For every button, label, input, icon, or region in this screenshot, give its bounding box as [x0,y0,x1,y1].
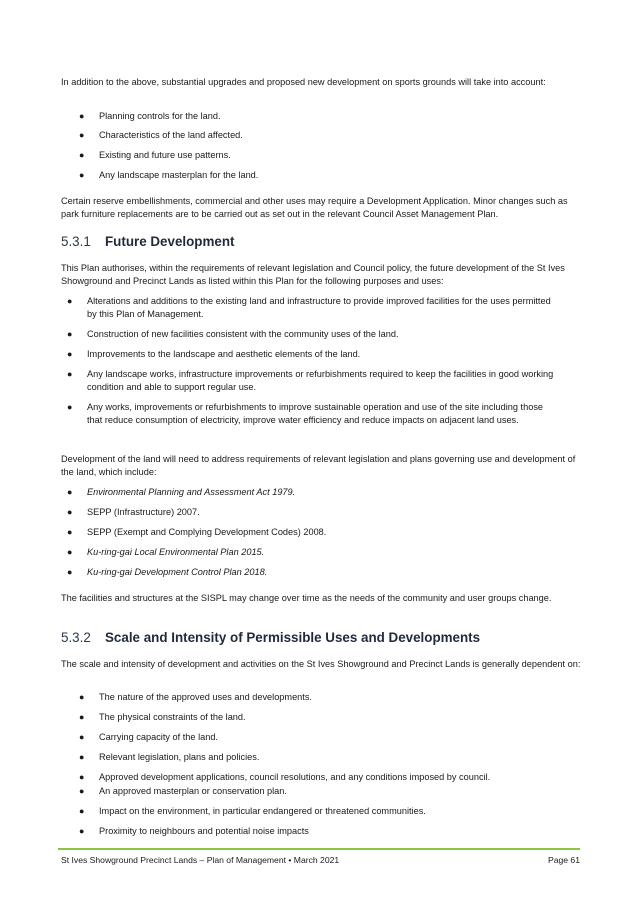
list-item: ● Alterations and additions to the existing land and infrastructure to provide improved facilities for the uses permitted by this Plan of Management. [67,296,551,319]
section-number: 5.3.2 [61,630,91,645]
section-heading-future-development [61,234,234,250]
list-item: ● Any landscape masterplan for the land. [79,170,259,180]
bullet-icon: ● [79,692,85,702]
list-item: ● SEPP (Infrastructure) 2007. [67,507,200,517]
list-item: ● Any works, improvements or refurbishments to improve sustainable operation and use of the site including those that reduce consumption of electricity, improve water efficiency and reduce impacts on adjacent land uses. [67,402,544,425]
future-development-intro: This Plan authorises, within the requirements of relevant legislation and Council policy, the future development of the St Ives Showground and Precinct Lands as listed within this Plan for the following purposes and uses: [61,263,565,286]
list-item: ● Relevant legislation, plans and policies. [79,752,260,762]
bullet-icon: ● [79,150,85,160]
bullet-icon: ● [79,111,85,121]
bullet-icon: ● [79,732,85,742]
page-number: Page 61 [547,855,580,865]
scale-intensity-intro: The scale and intensity of development and activities on the St Ives Showground and Precinct Lands is generally dependent on: [61,659,581,669]
bullet-icon: ● [79,786,85,796]
list-item: ● SEPP (Exempt and Complying Development Codes) 2008. [67,527,327,537]
bullet-icon: ● [79,712,85,722]
bullet-icon: ● [79,772,85,782]
bullet-icon: ● [67,349,73,359]
list-item: ● The physical constraints of the land. [79,712,246,722]
intro-closing-paragraph: Certain reserve embellishments, commercial and other uses may require a Development Application. Minor changes such as park furniture replacements are to be carried out as set out in the relevant Council Asset Management Plan. [61,196,568,219]
legislation-intro: Development of the land will need to address requirements of relevant legislation and plans governing use and development of the land, which include: [61,454,576,477]
bullet-icon: ● [67,487,73,497]
list-item: ● An approved masterplan or conservation plan. [79,786,287,796]
bullet-icon: ● [79,826,85,836]
list-item: ● Improvements to the landscape and aesthetic elements of the land. [67,349,361,359]
list-item: ● Ku-ring-gai Development Control Plan 2018. [67,567,268,577]
bullet-icon: ● [67,329,73,339]
footer-document-title: St Ives Showground Precinct Lands – Plan of Management • March 2021 [61,855,340,865]
bullet-icon: ● [79,130,85,140]
facilities-change-paragraph: The facilities and structures at the SISPL may change over time as the needs of the community and user groups change. [61,593,552,603]
bullet-icon: ● [67,402,73,412]
bullet-icon: ● [67,369,73,379]
section-heading-scale-intensity [61,630,480,646]
bullet-icon: ● [67,527,73,537]
bullet-icon: ● [79,752,85,762]
bullet-icon: ● [67,296,73,306]
list-item: ● Ku-ring-gai Local Environmental Plan 2015. [67,547,265,557]
list-item: ● Existing and future use patterns. [79,150,231,160]
list-item: ● Characteristics of the land affected. [79,130,243,140]
bullet-icon: ● [67,547,73,557]
list-item: ● Carrying capacity of the land. [79,732,218,742]
footer-divider [58,848,580,850]
list-item: ● Construction of new facilities consistent with the community uses of the land. [67,329,399,339]
list-item: ● Any landscape works, infrastructure improvements or refurbishments required to keep the facilities in good working condition and able to support regular use. [67,369,554,392]
list-item: ● Environmental Planning and Assessment Act 1979. [67,487,296,497]
section-title: Scale and Intensity of Permissible Uses and Developments [105,630,481,645]
bullet-icon: ● [67,507,73,517]
section-title: Future Development [105,234,235,249]
list-item: ● Impact on the environment, in particular endangered or threatened communities. [79,806,426,816]
list-item: ● The nature of the approved uses and developments. [79,692,312,702]
bullet-icon: ● [67,567,73,577]
list-item: ● Approved development applications, council resolutions, and any conditions imposed by council. [79,772,491,782]
section-number: 5.3.1 [61,234,91,249]
list-item: ● Proximity to neighbours and potential noise impacts [79,826,309,836]
intro-paragraph: In addition to the above, substantial upgrades and proposed new development on sports grounds will take into account: [61,77,546,87]
bullet-icon: ● [79,806,85,816]
list-item: ● Planning controls for the land. [79,111,221,121]
bullet-icon: ● [79,170,85,180]
